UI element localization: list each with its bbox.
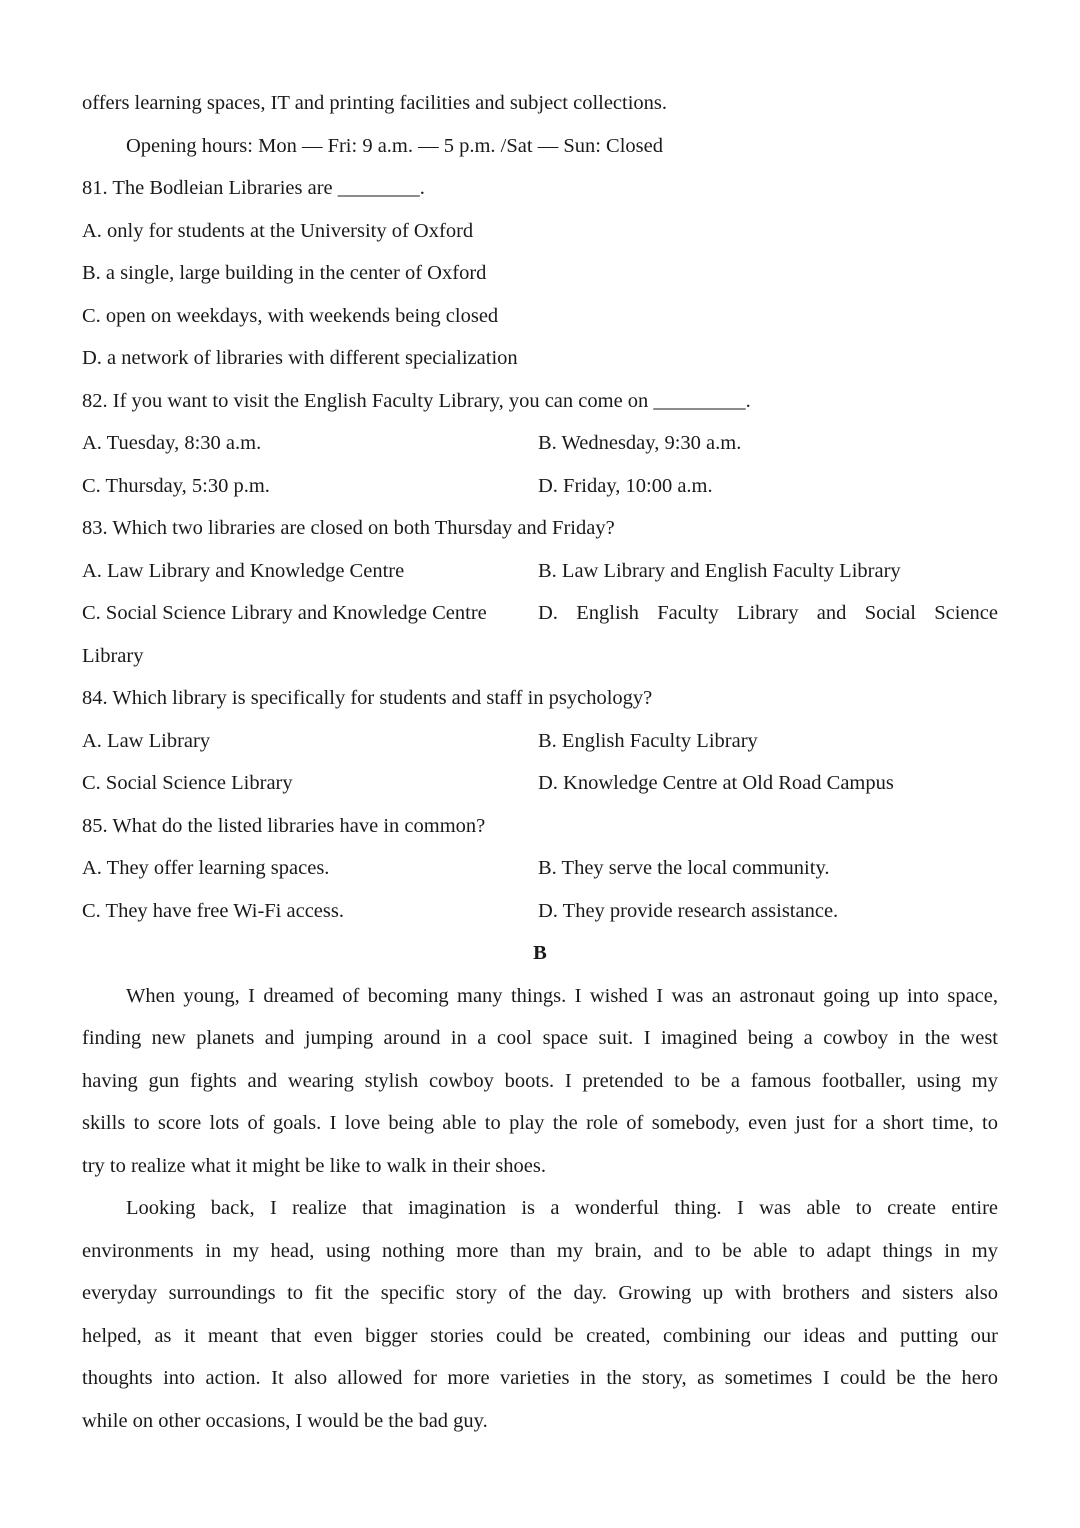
paragraph-line: try to realize what it might be like to walk in their shoes. [82, 1154, 546, 1177]
question-82-option-d: D. Friday, 10:00 a.m. [538, 474, 713, 497]
question-82-stem: 82. If you want to visit the English Faculty Library, you can come on _________. [82, 389, 751, 412]
question-82-option-a: A. Tuesday, 8:30 a.m. [82, 432, 262, 454]
question-83-option-d: D. English Faculty Library and Social Science [538, 602, 998, 624]
intro-tail-line: offers learning spaces, IT and printing facilities and subject collections. [82, 92, 668, 114]
question-82-options-row-2 [82, 465, 998, 508]
question-83-option-a: A. Law Library and Knowledge Centre [82, 559, 405, 582]
question-85-option-b: B. They serve the local community. [538, 857, 830, 879]
section-b-paragraph-1 [82, 975, 998, 1188]
question-83-options-row-1 [82, 550, 998, 593]
question-84-stem: 84. Which library is specifically for students and staff in psychology? [82, 687, 653, 709]
question-82-option-c: C. Thursday, 5:30 p.m. [82, 474, 270, 497]
question-85-option-d: D. They provide research assistance. [538, 899, 839, 922]
paragraph-line: environments in my head, using nothing more than my brain, and to be able to adapt things in my [82, 1239, 998, 1262]
question-82-option-b: B. Wednesday, 9:30 a.m. [538, 432, 742, 454]
question-83-options-row-2 [82, 592, 998, 635]
paragraph-line: When young, I dreamed of becoming many things. I wished I was an astronaut going up into space, [126, 984, 998, 1007]
question-83-option-d-continued: Library [82, 644, 144, 667]
question-84-option-c: C. Social Science Library [82, 772, 293, 794]
question-85-option-c: C. They have free Wi-Fi access. [82, 899, 344, 922]
question-82-options-row-1 [82, 422, 998, 465]
question-85-options-row-1 [82, 847, 998, 890]
paragraph-line: while on other occasions, I would be the bad guy. [82, 1409, 488, 1432]
question-84-option-b: B. English Faculty Library [538, 729, 758, 752]
question-85-options-row-2 [82, 890, 998, 933]
section-b-title: B [533, 942, 547, 964]
question-83-stem: 83. Which two libraries are closed on both Thursday and Friday? [82, 517, 615, 539]
question-81-option-c: C. open on weekdays, with weekends being closed [82, 304, 499, 327]
question-81-option-d: D. a network of libraries with different specialization [82, 347, 518, 369]
question-83-option-c: C. Social Science Library and Knowledge Centre [82, 602, 487, 624]
question-81-stem: 81. The Bodleian Libraries are ________. [82, 177, 425, 199]
question-84-options-row-2 [82, 762, 998, 805]
question-84-options-row-1 [82, 720, 998, 763]
paragraph-line: Looking back, I realize that imagination is a wonderful thing. I was able to create entire [126, 1197, 998, 1219]
paragraph-line: finding new planets and jumping around in a cool space suit. I imagined being a cowboy in the west [82, 1027, 998, 1049]
question-84-option-d: D. Knowledge Centre at Old Road Campus [538, 772, 894, 794]
question-85-stem: 85. What do the listed libraries have in common? [82, 814, 486, 837]
question-84-option-a: A. Law Library [82, 729, 211, 752]
opening-hours-line: Opening hours: Mon — Fri: 9 a.m. — 5 p.m. /Sat — Sun: Closed [126, 134, 663, 157]
question-83-option-b: B. Law Library and English Faculty Library [538, 559, 901, 582]
paragraph-line: everyday surroundings to fit the specific story of the day. Growing up with brothers and sisters also [82, 1282, 998, 1304]
question-85-option-a: A. They offer learning spaces. [82, 857, 330, 879]
exam-page [82, 82, 998, 1442]
paragraph-line: thoughts into action. It also allowed for more varieties in the story, as sometimes I could be the hero [82, 1367, 998, 1389]
question-81-option-b: B. a single, large building in the center of Oxford [82, 262, 487, 284]
section-b-paragraph-2 [82, 1187, 998, 1442]
paragraph-line: helped, as it meant that even bigger stories could be created, combining our ideas and putting our [82, 1324, 998, 1347]
paragraph-line: having gun fights and wearing stylish cowboy boots. I pretended to be a famous footballer, using my [82, 1069, 998, 1092]
paragraph-line: skills to score lots of goals. I love being able to play the role of somebody, even just for a short time, to [82, 1112, 998, 1134]
question-81-option-a: A. only for students at the University of Oxford [82, 219, 474, 242]
